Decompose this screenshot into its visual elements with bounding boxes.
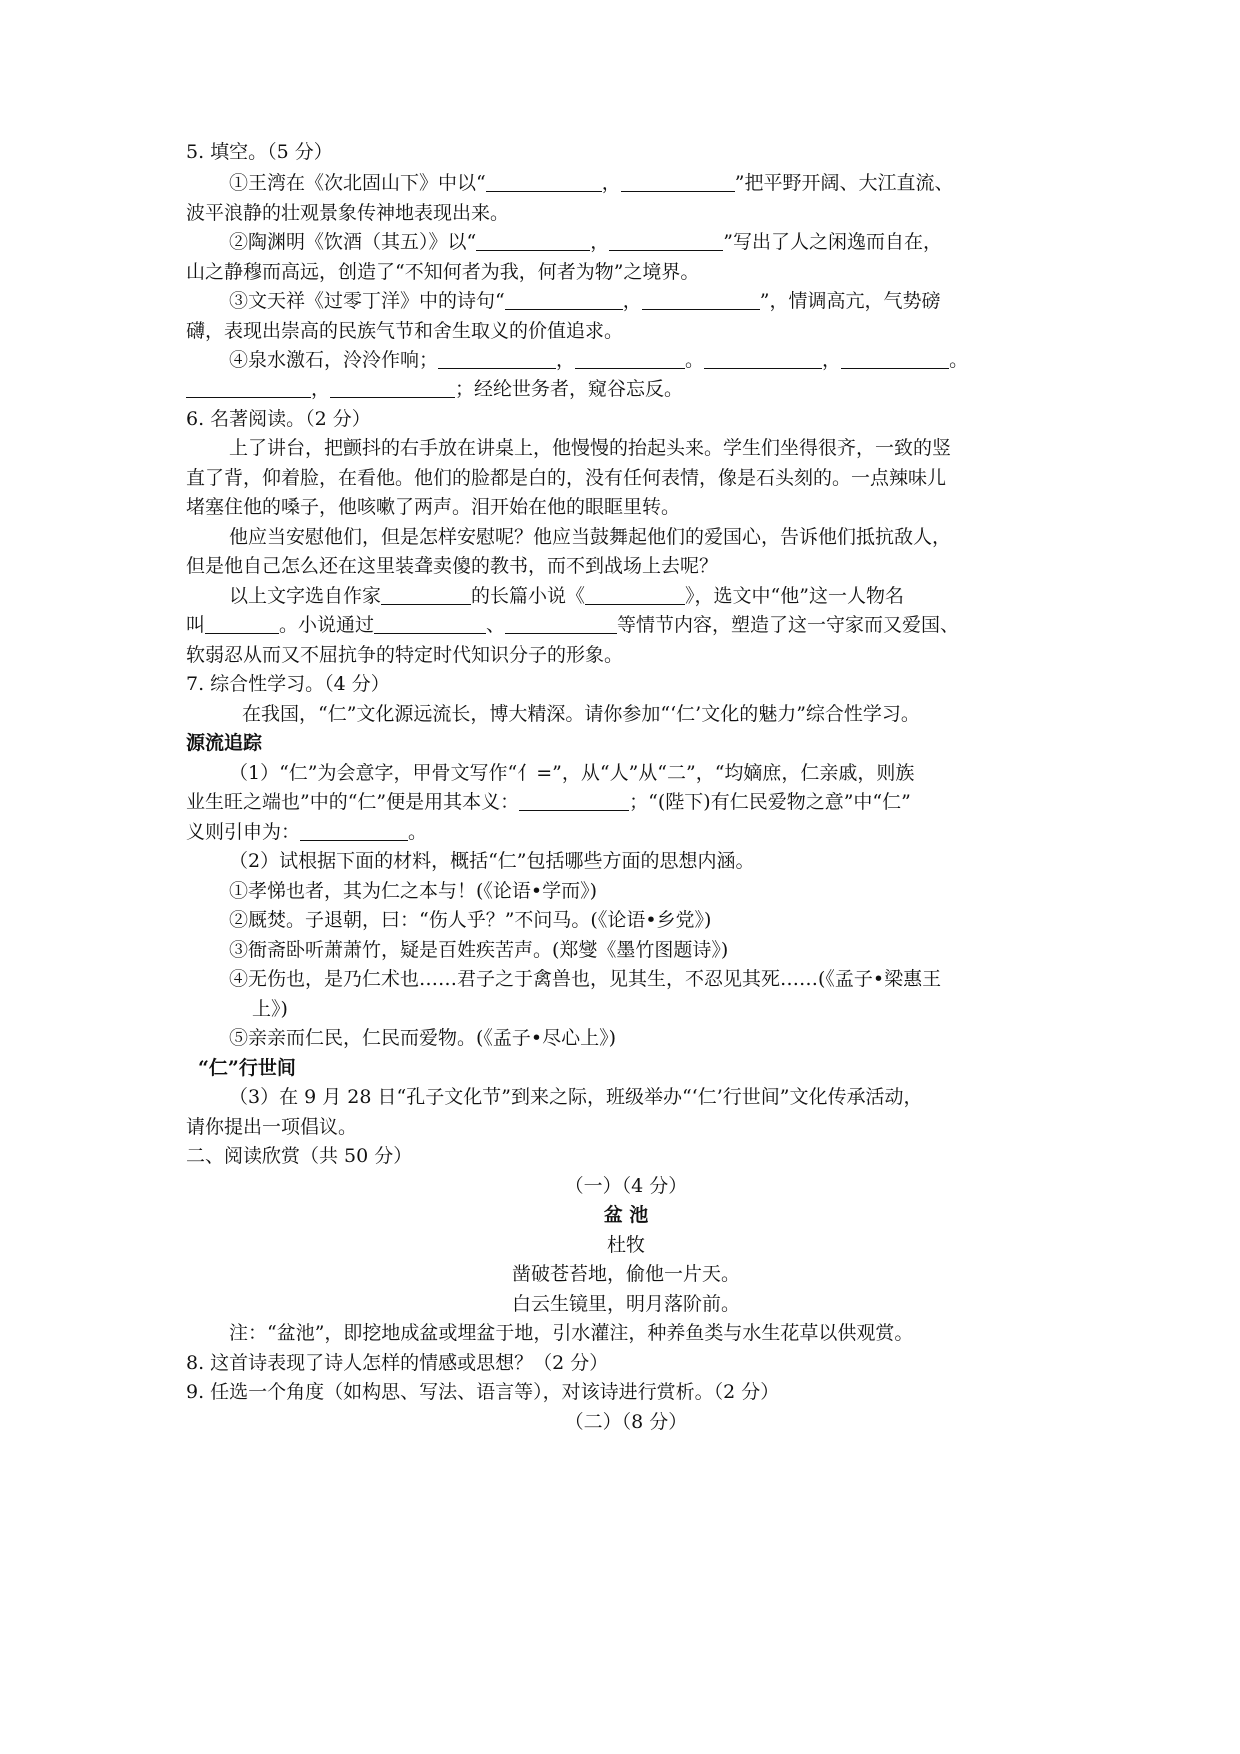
part-heading: （二）（8 分） xyxy=(564,1411,688,1433)
q7-material: ①孝悌也者，其为仁之本与！(《论语•学而》) xyxy=(229,880,598,902)
poem-verse: 白云生镜里，明月落阶前。 xyxy=(511,1293,740,1315)
answer-blank[interactable] xyxy=(505,613,617,634)
answer-blank[interactable] xyxy=(205,613,279,634)
q5-title: 5. 填空。（5 分） xyxy=(186,141,333,163)
answer-blank[interactable] xyxy=(486,171,602,192)
answer-blank[interactable] xyxy=(519,790,629,811)
answer-blank[interactable] xyxy=(585,584,685,605)
section-heading: 源流追踪 xyxy=(186,732,263,754)
q6-passage-line: 直了背，仰着脸，在看他。他们的脸都是白的，没有任何表情，像是石头刻的。一点辣味儿 xyxy=(186,467,947,489)
q6-title: 6. 名著阅读。（2 分） xyxy=(186,408,371,430)
q5-line-2: 波平浪静的壮观景象传神地表现出来。 xyxy=(186,202,510,224)
answer-blank[interactable] xyxy=(381,584,471,605)
oracle-bone-glyph: ⺅= xyxy=(517,762,553,784)
answer-blank[interactable] xyxy=(575,348,685,369)
poem-note: 注：“盆池”，即挖地成盆或埋盆于地，引水灌注，种养鱼类与水生花草以供观赏。 xyxy=(229,1322,914,1344)
q5-line-7: ④泉水激石，泠泠作响； ， 。 ， 。 xyxy=(229,349,969,371)
question-9: 9. 任选一个角度（如构思、写法、语言等），对该诗进行赏析。（2 分） xyxy=(186,1381,780,1403)
q7-sub3-line: （3）在 9 月 28 日“孔子文化节”到来之际，班级举办“‘仁’行世间”文化传承活动， xyxy=(229,1086,923,1108)
answer-blank[interactable] xyxy=(505,289,623,310)
poem-verse: 凿破苍苔地，偷他一片天。 xyxy=(511,1263,740,1285)
answer-blank[interactable] xyxy=(841,348,949,369)
answer-blank[interactable] xyxy=(374,613,486,634)
q5-line-6: 礴，表现出崇高的民族气节和舍生取义的价值追求。 xyxy=(186,320,624,342)
q6-passage-line: 堵塞住他的嗓子，他咳嗽了两声。泪开始在他的眼眶里转。 xyxy=(186,496,681,518)
poem-title: 盆 池 xyxy=(603,1204,649,1226)
answer-blank[interactable] xyxy=(609,230,723,251)
q5-line-8: ， ；经纶世务者，窥谷忘反。 xyxy=(186,374,1066,404)
q6-passage-line: 上了讲台，把颤抖的右手放在讲桌上，他慢慢的抬起头来。学生们坐得很齐，一致的竖 xyxy=(229,437,952,459)
q6-passage-line: 但是他自己怎么还在这里装聋卖傻的教书，而不到战场上去呢？ xyxy=(186,555,719,577)
q7-material: ③衙斋卧听萧萧竹，疑是百姓疾苦声。(郑燮《墨竹图题诗》) xyxy=(229,939,729,961)
q7-material: ②厩焚。子退朝，曰：“伤人乎？”不问马。(《论语•乡党》) xyxy=(229,909,712,931)
q7-material: ⑤亲亲而仁民，仁民而爱物。(《孟子•尽心上》) xyxy=(229,1027,617,1049)
section-heading: “仁”行世间 xyxy=(198,1057,296,1079)
section-title: 二、阅读欣赏（共 50 分） xyxy=(186,1145,413,1167)
answer-blank[interactable] xyxy=(186,377,311,398)
q7-intro: 在我国，“仁”文化源远流长，博大精深。请你参加“‘仁’文化的魅力”综合性学习。 xyxy=(242,703,920,725)
q7-sub2-line: （2）试根据下面的材料，概括“仁”包括哪些方面的思想内涵。 xyxy=(229,850,755,872)
q7-material-cont: 上》) xyxy=(252,998,288,1020)
poem-author: 杜牧 xyxy=(606,1234,645,1256)
q5-line-3: ②陶渊明《饮酒（其五）》以“ ， ”写出了人之闲逸而自在， xyxy=(229,231,942,253)
part-heading: （一）（4 分） xyxy=(564,1175,688,1197)
question-8: 8. 这首诗表现了诗人怎样的情感或思想？（2 分） xyxy=(186,1352,609,1374)
q6-passage-line: 他应当安慰他们，但是怎样安慰呢？他应当鼓舞起他们的爱国心，告诉他们抵抗敌人， xyxy=(229,526,952,548)
answer-blank[interactable] xyxy=(704,348,822,369)
answer-blank[interactable] xyxy=(642,289,760,310)
q6-question-line: 以上文字选自作家 的长篇小说《 》，选文中“他”这一人物名 xyxy=(229,585,904,607)
q7-sub1-line: 义则引申为： 。 xyxy=(186,821,428,843)
answer-blank[interactable] xyxy=(330,377,455,398)
answer-blank[interactable] xyxy=(300,820,408,841)
q7-sub1-line: 业生旺之端也”中的“仁”便是用其本义： ；“(陛下)有仁民爱物之意”中“仁” xyxy=(186,791,911,813)
answer-blank[interactable] xyxy=(438,348,556,369)
q6-question-line: 软弱忍从而又不屈抗争的特定时代知识分子的形象。 xyxy=(186,644,624,666)
q7-sub3-line: 请你提出一项倡议。 xyxy=(186,1116,358,1138)
q6-question-line: 叫 。小说通过 、 等情节内容，塑造了这一守家而又爱国、 xyxy=(186,614,960,636)
q5-line-5: ③文天祥《过零丁洋》中的诗句“ ， ”，情调高亢，气势磅 xyxy=(229,290,941,312)
answer-blank[interactable] xyxy=(621,171,735,192)
answer-blank[interactable] xyxy=(476,230,590,251)
q7-material: ④无伤也，是乃仁术也……君子之于禽兽也，见其生，不忍见其死……(《孟子•梁惠王 xyxy=(229,968,942,990)
q7-sub1-line: （1）“仁”为会意字，甲骨文写作“⺅=”，从“人”从“二”，“均嫡庶，仁亲戚，则族 xyxy=(229,762,915,784)
q5-line-4: 山之静穆而高远，创造了“不知何者为我，何者为物”之境界。 xyxy=(186,261,700,283)
q5-line-1: ①王湾在《次北固山下》中以“ ， ”把平野开阔、大江直流、 xyxy=(229,172,954,194)
q7-title: 7. 综合性学习。（4 分） xyxy=(186,673,390,695)
